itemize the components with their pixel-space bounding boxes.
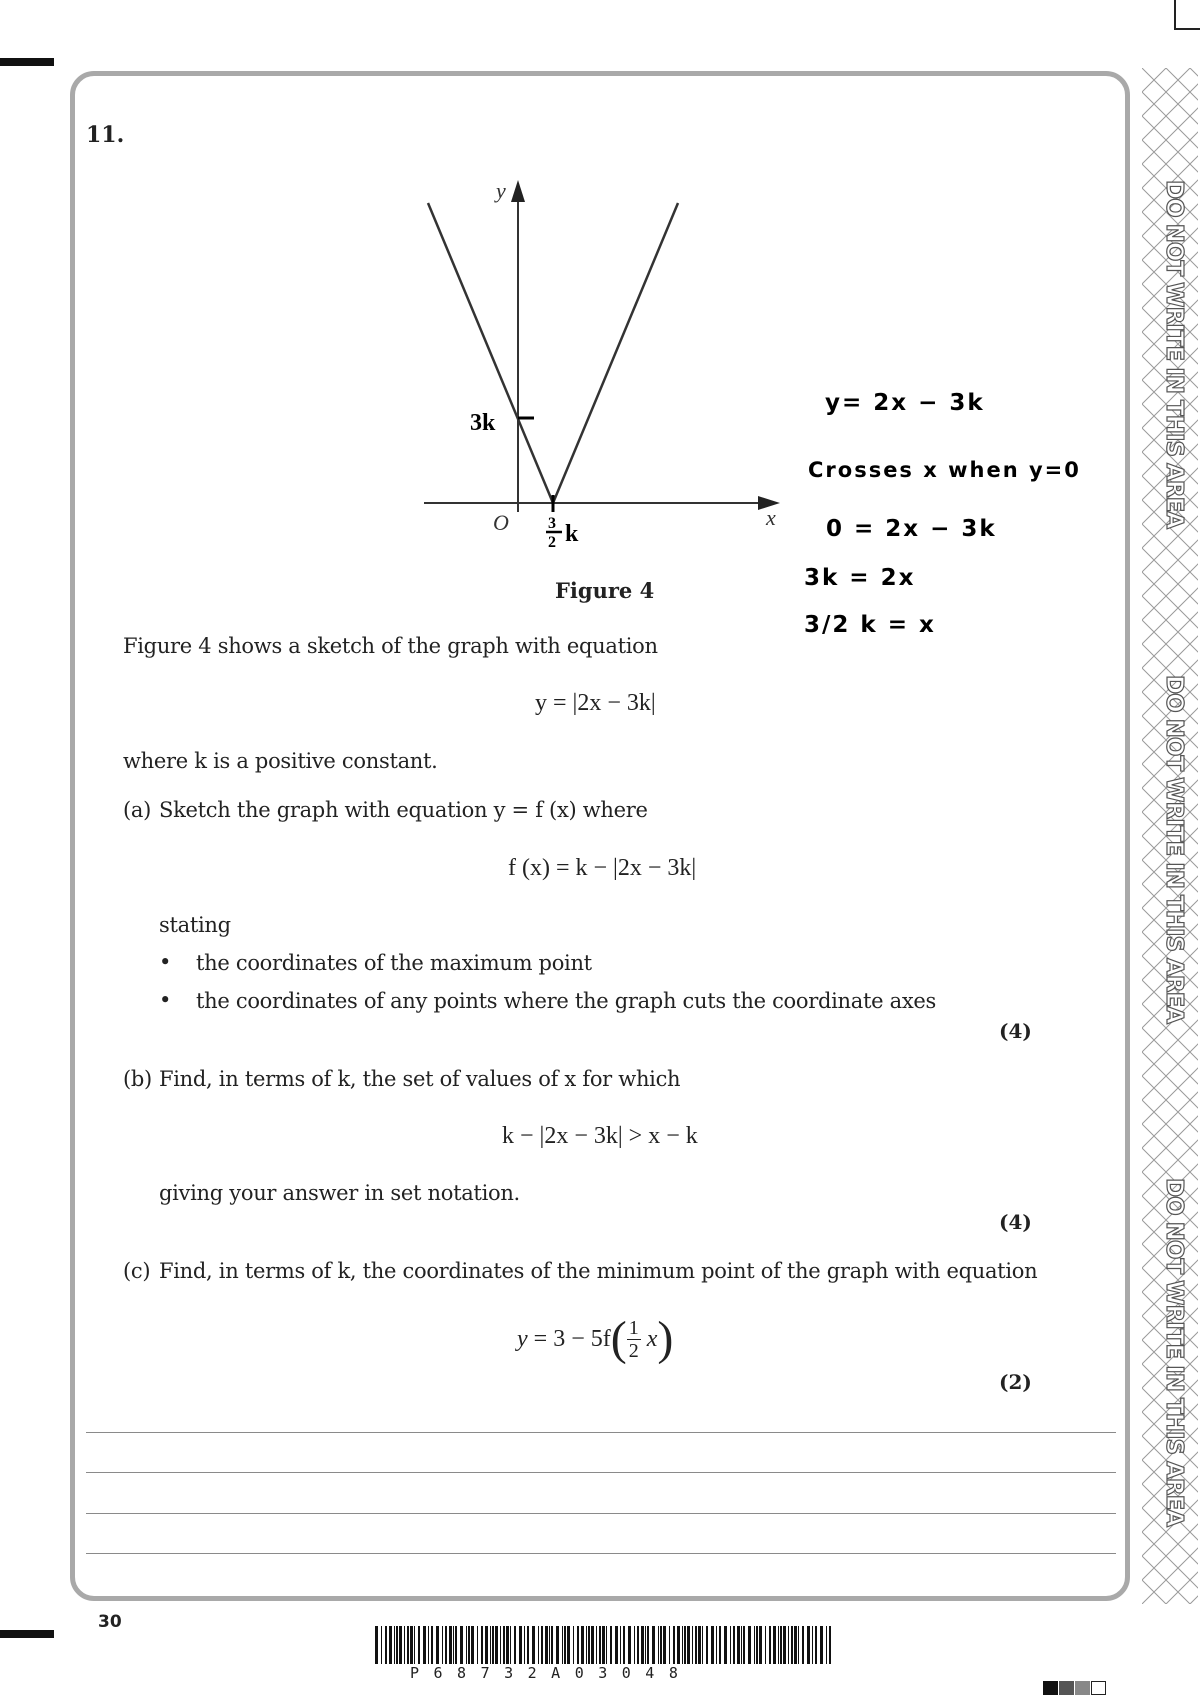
barcode-bar xyxy=(385,1626,387,1664)
figure-4-graph xyxy=(400,170,800,550)
barcode-bar xyxy=(778,1626,779,1664)
intro-text: Figure 4 shows a sketch of the graph with equation xyxy=(123,634,658,658)
barcode-bar xyxy=(807,1626,810,1664)
barcode-bar xyxy=(596,1626,597,1664)
barcode-bar xyxy=(396,1626,398,1664)
part-c-marks: (2) xyxy=(999,1370,1032,1394)
part-b-text: Find, in terms of k, the set of values of x for which xyxy=(159,1067,681,1091)
margin-warning-3: DO NOT WRITE IN THIS AREA xyxy=(1161,1178,1187,1527)
handwriting-line-3: 0 = 2x − 3k xyxy=(826,516,997,542)
part-a-bullet-1: the coordinates of the maximum point xyxy=(196,951,592,975)
registration-mark-top xyxy=(0,58,54,66)
answer-line xyxy=(86,1432,1116,1433)
part-a-marks: (4) xyxy=(999,1019,1032,1043)
barcode-bar xyxy=(404,1626,405,1664)
part-b-equation: k − |2x − 3k| > x − k xyxy=(502,1123,698,1149)
barcode-bar xyxy=(519,1626,522,1664)
barcode-bar xyxy=(453,1626,454,1664)
barcode-bar xyxy=(466,1626,467,1664)
y-axis-label: y xyxy=(496,178,506,203)
barcode-bar xyxy=(623,1626,625,1664)
barcode-bar xyxy=(602,1626,605,1664)
handwritten-2: 2 xyxy=(548,534,556,550)
barcode-bar xyxy=(698,1626,701,1664)
barcode-bar xyxy=(702,1626,703,1664)
barcode-bar xyxy=(780,1626,782,1664)
part-b-label: (b) xyxy=(123,1067,152,1091)
barcode-bar xyxy=(692,1626,693,1664)
barcode-bar xyxy=(500,1626,501,1664)
margin-warning-1: DO NOT WRITE IN THIS AREA xyxy=(1161,180,1187,529)
barcode-bar xyxy=(652,1626,655,1664)
barcode-bar xyxy=(748,1626,751,1664)
barcode-bar xyxy=(641,1626,644,1664)
part-c-eq-lparen: ( xyxy=(610,1312,627,1365)
barcode-bar xyxy=(442,1626,443,1664)
barcode-bar xyxy=(663,1626,666,1664)
bullet-2-dot: • xyxy=(159,988,172,1012)
handwriting-line-5: 3/2 k = x xyxy=(804,612,936,638)
barcode-bar xyxy=(733,1626,735,1664)
barcode-bar xyxy=(436,1626,439,1664)
handwriting-line-2: Crosses x when y=0 xyxy=(808,458,1081,482)
where-line: where k is a positive constant. xyxy=(123,749,438,773)
barcode-bar xyxy=(754,1626,755,1664)
barcode-bar xyxy=(765,1626,766,1664)
barcode-bar xyxy=(820,1626,823,1664)
equation-main: y = |2x − 3k| xyxy=(535,690,656,716)
part-c-text: Find, in terms of k, the coordinates of the minimum point of the graph with equation xyxy=(159,1259,1038,1283)
part-b-marks: (4) xyxy=(999,1210,1032,1234)
barcode-bar xyxy=(481,1626,483,1664)
barcode-bar xyxy=(719,1626,721,1664)
barcode-bar xyxy=(798,1626,799,1664)
origin-label: O xyxy=(493,510,509,535)
part-c-eq-rparen: ) xyxy=(657,1312,674,1365)
barcode-bar xyxy=(628,1626,631,1664)
barcode-bar xyxy=(682,1626,683,1664)
barcode-bar xyxy=(375,1626,378,1664)
barcode-bar xyxy=(599,1626,601,1664)
barcode-bar xyxy=(468,1626,470,1664)
barcode-bar xyxy=(737,1626,740,1664)
barcode-bar xyxy=(606,1626,607,1664)
barcode-bar xyxy=(615,1626,618,1664)
part-a-bullet-2: the coordinates of any points where the graph cuts the coordinate axes xyxy=(196,989,936,1013)
barcode-bar xyxy=(660,1626,662,1664)
barcode-bar xyxy=(399,1626,402,1664)
barcode-bar xyxy=(788,1626,789,1664)
barcode-bar xyxy=(783,1626,786,1664)
barcode-bar xyxy=(610,1626,612,1664)
barcode-bar xyxy=(815,1626,817,1664)
part-c-label: (c) xyxy=(123,1259,151,1283)
graph-right-branch xyxy=(553,203,678,503)
barcode-bar xyxy=(492,1626,494,1664)
barcode xyxy=(375,1626,835,1666)
barcode-bar xyxy=(687,1626,690,1664)
barcode-bar xyxy=(514,1626,516,1664)
graph-left-branch xyxy=(428,203,553,503)
barcode-bar xyxy=(410,1626,413,1664)
barcode-bar xyxy=(455,1626,457,1664)
barcode-bar xyxy=(532,1626,535,1664)
barcode-bar xyxy=(577,1626,579,1664)
barcode-bar xyxy=(564,1626,566,1664)
barcode-bar xyxy=(695,1626,697,1664)
barcode-bar xyxy=(545,1626,548,1664)
barcode-bar xyxy=(431,1626,433,1664)
barcode-bar xyxy=(637,1626,639,1664)
barcode-bar xyxy=(449,1626,452,1664)
page-indicator-squares xyxy=(1043,1680,1107,1699)
barcode-bar xyxy=(524,1626,525,1664)
barcode-bar xyxy=(669,1626,670,1664)
barcode-bar xyxy=(490,1626,491,1664)
part-a-equation: f (x) = k − |2x − 3k| xyxy=(508,855,697,881)
barcode-bar xyxy=(541,1626,543,1664)
barcode-bar xyxy=(460,1626,463,1664)
handwritten-3k: 3k xyxy=(470,410,496,436)
barcode-bar xyxy=(743,1626,745,1664)
handwriting-line-4: 3k = 2x xyxy=(804,565,916,591)
handwritten-3-over-2: 3 xyxy=(548,515,556,532)
part-c-equation xyxy=(517,1312,674,1365)
barcode-bar xyxy=(567,1626,570,1664)
barcode-bar xyxy=(711,1626,714,1664)
barcode-bar xyxy=(394,1626,395,1664)
barcode-bar xyxy=(407,1626,409,1664)
barcode-bar xyxy=(418,1626,420,1664)
barcode-bar xyxy=(586,1626,587,1664)
barcode-bar xyxy=(581,1626,584,1664)
barcode-bar xyxy=(730,1626,731,1664)
question-number: 11. xyxy=(86,122,125,148)
barcode-bar xyxy=(741,1626,742,1664)
page-number: 30 xyxy=(98,1612,122,1632)
barcode-bar xyxy=(538,1626,539,1664)
barcode-bar xyxy=(588,1626,590,1664)
part-b-after: giving your answer in set notation. xyxy=(159,1181,520,1205)
barcode-bar xyxy=(716,1626,717,1664)
barcode-bar xyxy=(756,1626,758,1664)
barcode-bar xyxy=(428,1626,429,1664)
barcode-bar xyxy=(791,1626,793,1664)
figure-caption: Figure 4 xyxy=(555,578,655,603)
barcode-bar xyxy=(673,1626,675,1664)
barcode-bar xyxy=(503,1626,505,1664)
handwriting-line-1: y= 2x − 3k xyxy=(825,390,985,416)
barcode-bar xyxy=(794,1626,797,1664)
barcode-bar xyxy=(506,1626,509,1664)
barcode-bar xyxy=(620,1626,621,1664)
barcode-bar xyxy=(647,1626,649,1664)
barcode-bar xyxy=(724,1626,727,1664)
barcode-bar xyxy=(549,1626,550,1664)
barcode-bar xyxy=(389,1626,392,1664)
barcode-bar xyxy=(677,1626,680,1664)
answer-line xyxy=(86,1553,1116,1554)
barcode-bar xyxy=(562,1626,563,1664)
barcode-bar xyxy=(634,1626,635,1664)
answer-line xyxy=(86,1472,1116,1473)
barcode-bar xyxy=(551,1626,553,1664)
part-c-eq-x: x xyxy=(640,1325,658,1352)
barcode-bar xyxy=(706,1626,708,1664)
y-axis-arrow xyxy=(511,180,525,202)
bullet-1-dot: • xyxy=(159,950,172,974)
part-a-label: (a) xyxy=(123,798,152,822)
barcode-bar xyxy=(826,1626,827,1664)
barcode-text: P68732A03048 xyxy=(410,1664,693,1682)
barcode-bar xyxy=(527,1626,529,1664)
barcode-bar xyxy=(556,1626,559,1664)
barcode-bar xyxy=(485,1626,488,1664)
part-a-text: Sketch the graph with equation y = f (x) where xyxy=(159,798,648,822)
barcode-bar xyxy=(829,1626,831,1664)
barcode-bar xyxy=(495,1626,498,1664)
handwritten-k: k xyxy=(565,521,579,547)
barcode-bar xyxy=(573,1626,574,1664)
registration-mark-bottom xyxy=(0,1630,54,1638)
margin-warning-2: DO NOT WRITE IN THIS AREA xyxy=(1161,675,1187,1024)
part-c-eq-fraction: 1 2 xyxy=(628,1316,639,1362)
barcode-bar xyxy=(445,1626,447,1664)
barcode-bar xyxy=(812,1626,813,1664)
answer-line xyxy=(86,1513,1116,1514)
barcode-bar xyxy=(591,1626,594,1664)
barcode-bar xyxy=(773,1626,776,1664)
corner-mark xyxy=(1174,0,1200,30)
barcode-bar xyxy=(423,1626,426,1664)
part-c-eq-lhs: y = 3 − 5f xyxy=(517,1325,611,1352)
barcode-bar xyxy=(477,1626,478,1664)
x-axis-label: x xyxy=(766,505,776,530)
part-a-stating: stating xyxy=(159,913,231,937)
barcode-bar xyxy=(471,1626,474,1664)
barcode-bar xyxy=(769,1626,771,1664)
barcode-bar xyxy=(759,1626,762,1664)
barcode-bar xyxy=(645,1626,646,1664)
barcode-bar xyxy=(510,1626,511,1664)
barcode-bar xyxy=(381,1626,382,1664)
barcode-bar xyxy=(658,1626,659,1664)
barcode-bar xyxy=(684,1626,686,1664)
barcode-bar xyxy=(414,1626,415,1664)
barcode-bar xyxy=(802,1626,804,1664)
